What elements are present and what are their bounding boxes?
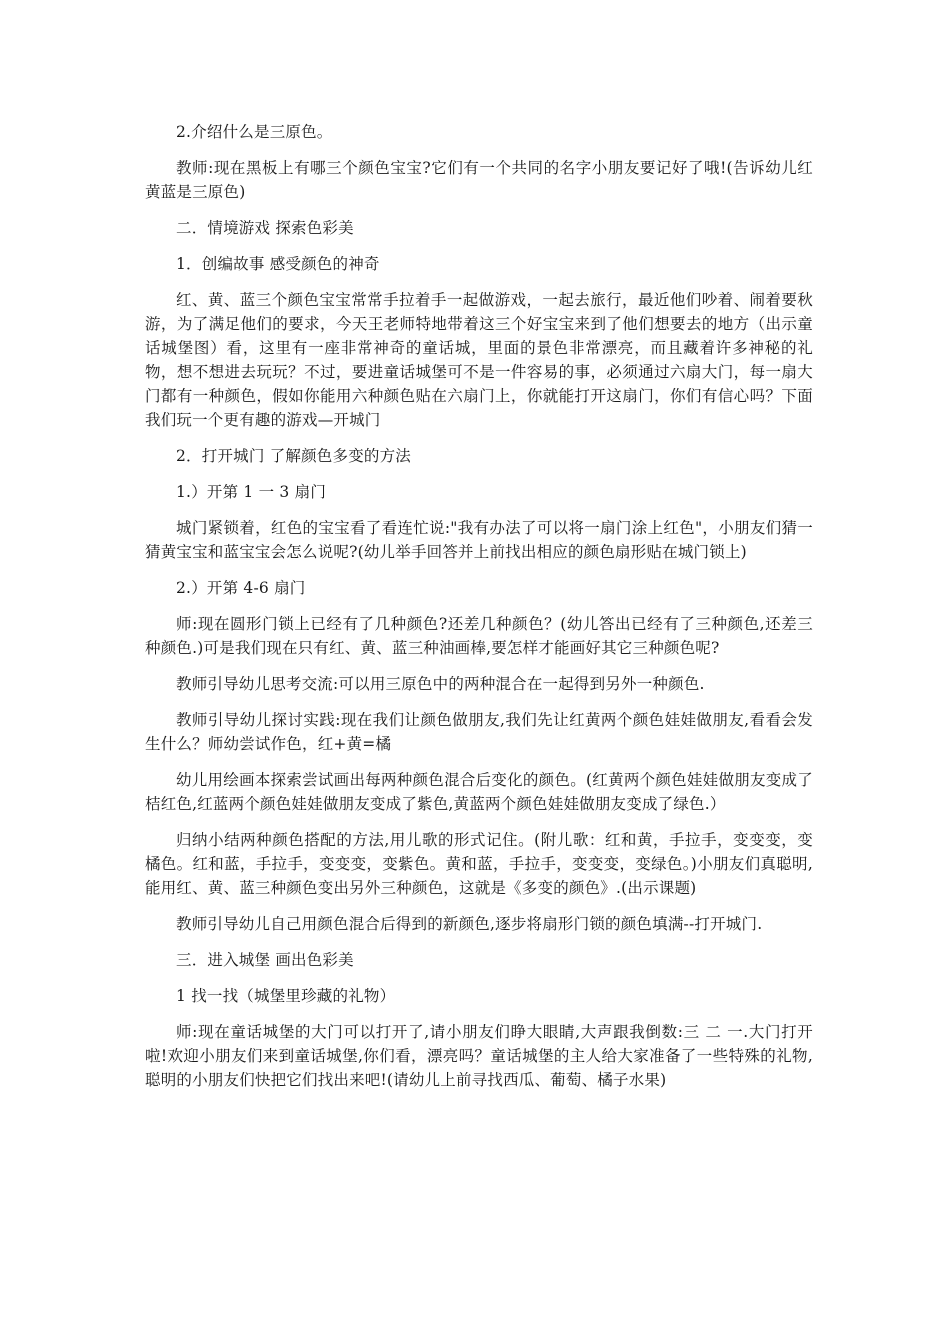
paragraph: 教师引导幼儿思考交流:可以用三原色中的两种混合在一起得到另外一种颜色. xyxy=(176,675,705,693)
section-heading: 二．情境游戏 探索色彩美 xyxy=(176,219,354,237)
paragraph: 城门紧锁着，红色的宝宝看了看连忙说:"我有办法了可以将一扇门涂上红色"，小朋友们猜一猜黄宝宝和蓝宝宝会怎么说呢?(幼儿举手回答并上前找出相应的颜色扇形贴在城门锁上) xyxy=(145,519,813,561)
paragraph: 幼儿用绘画本探索尝试画出每两种颜色混合后变化的颜色。(红黄两个颜色娃娃做朋友变成了桔红色,红蓝两个颜色娃娃做朋友变成了紫色,黄蓝两个颜色娃娃做朋友变成了绿色.） xyxy=(145,771,813,813)
paragraph: 红、黄、蓝三个颜色宝宝常常手拉着手一起做游戏，一起去旅行，最近他们吵着、闹着要秋游，为了满足他们的要求，今天王老师特地带着这三个好宝宝来到了他们想要去的地方（出示童话城堡图）看，这里有一座非常神奇的童话城，里面的景色非常漂亮，而且藏着许多神秘的礼物，想不想进去玩玩？不过，要进童话城堡可不是一件容易的事，必须通过六扇大门，每一扇大门都有一种颜色，假如你能用六种颜色贴在六扇门上，你就能打开这扇门，你们有信心吗？下面我们玩一个更有趣的游戏—开城门 xyxy=(145,291,813,429)
paragraph: 教师:现在黑板上有哪三个颜色宝宝?它们有一个共同的名字小朋友要记好了哦!(告诉幼儿红黄蓝是三原色) xyxy=(145,159,813,201)
subsection-heading: 1 找一找（城堡里珍藏的礼物） xyxy=(176,987,396,1005)
step-heading: 2.）开第 4-6 扇门 xyxy=(176,579,306,597)
paragraph: 师:现在圆形门锁上已经有了几种颜色?还差几种颜色？(幼儿答出已经有了三种颜色,还差三种颜色.)可是我们现在只有红、黄、蓝三种油画棒,要怎样才能画好其它三种颜色呢? xyxy=(145,615,813,657)
paragraph: 教师引导幼儿探讨实践:现在我们让颜色做朋友,我们先让红黄两个颜色娃娃做朋友,看看会发生什么？师幼尝试作色，红+黄=橘 xyxy=(145,711,813,753)
step-heading: 1.）开第 1 一 3 扇门 xyxy=(176,483,327,501)
subsection-heading: 2．打开城门 了解颜色多变的方法 xyxy=(176,447,411,465)
subsection-heading: 1．创编故事 感受颜色的神奇 xyxy=(176,255,380,273)
paragraph: 归纳小结两种颜色搭配的方法,用儿歌的形式记住。(附儿歌：红和黄，手拉手，变变变，变橘色。红和蓝，手拉手，变变变，变紫色。黄和蓝，手拉手，变变变，变绿色。)小朋友们真聪明,能用红、黄、蓝三种颜色变出另外三种颜色，这就是《多变的颜色》.(出示课题) xyxy=(145,831,813,897)
section-item-heading: 2.介绍什么是三原色。 xyxy=(176,123,333,141)
paragraph: 教师引导幼儿自己用颜色混合后得到的新颜色,逐步将扇形门锁的颜色填满--打开城门. xyxy=(176,915,763,933)
paragraph: 师:现在童话城堡的大门可以打开了,请小朋友们睁大眼睛,大声跟我倒数:三 二 一.大门打开啦!欢迎小朋友们来到童话城堡,你们看，漂亮吗？童话城堡的主人给大家准备了一些特殊的礼物,聪明的小朋友们快把它们找出来吧!(请幼儿上前寻找西瓜、葡萄、橘子水果) xyxy=(145,1023,813,1089)
section-heading: 三．进入城堡 画出色彩美 xyxy=(176,951,354,969)
document-body xyxy=(145,120,813,1104)
